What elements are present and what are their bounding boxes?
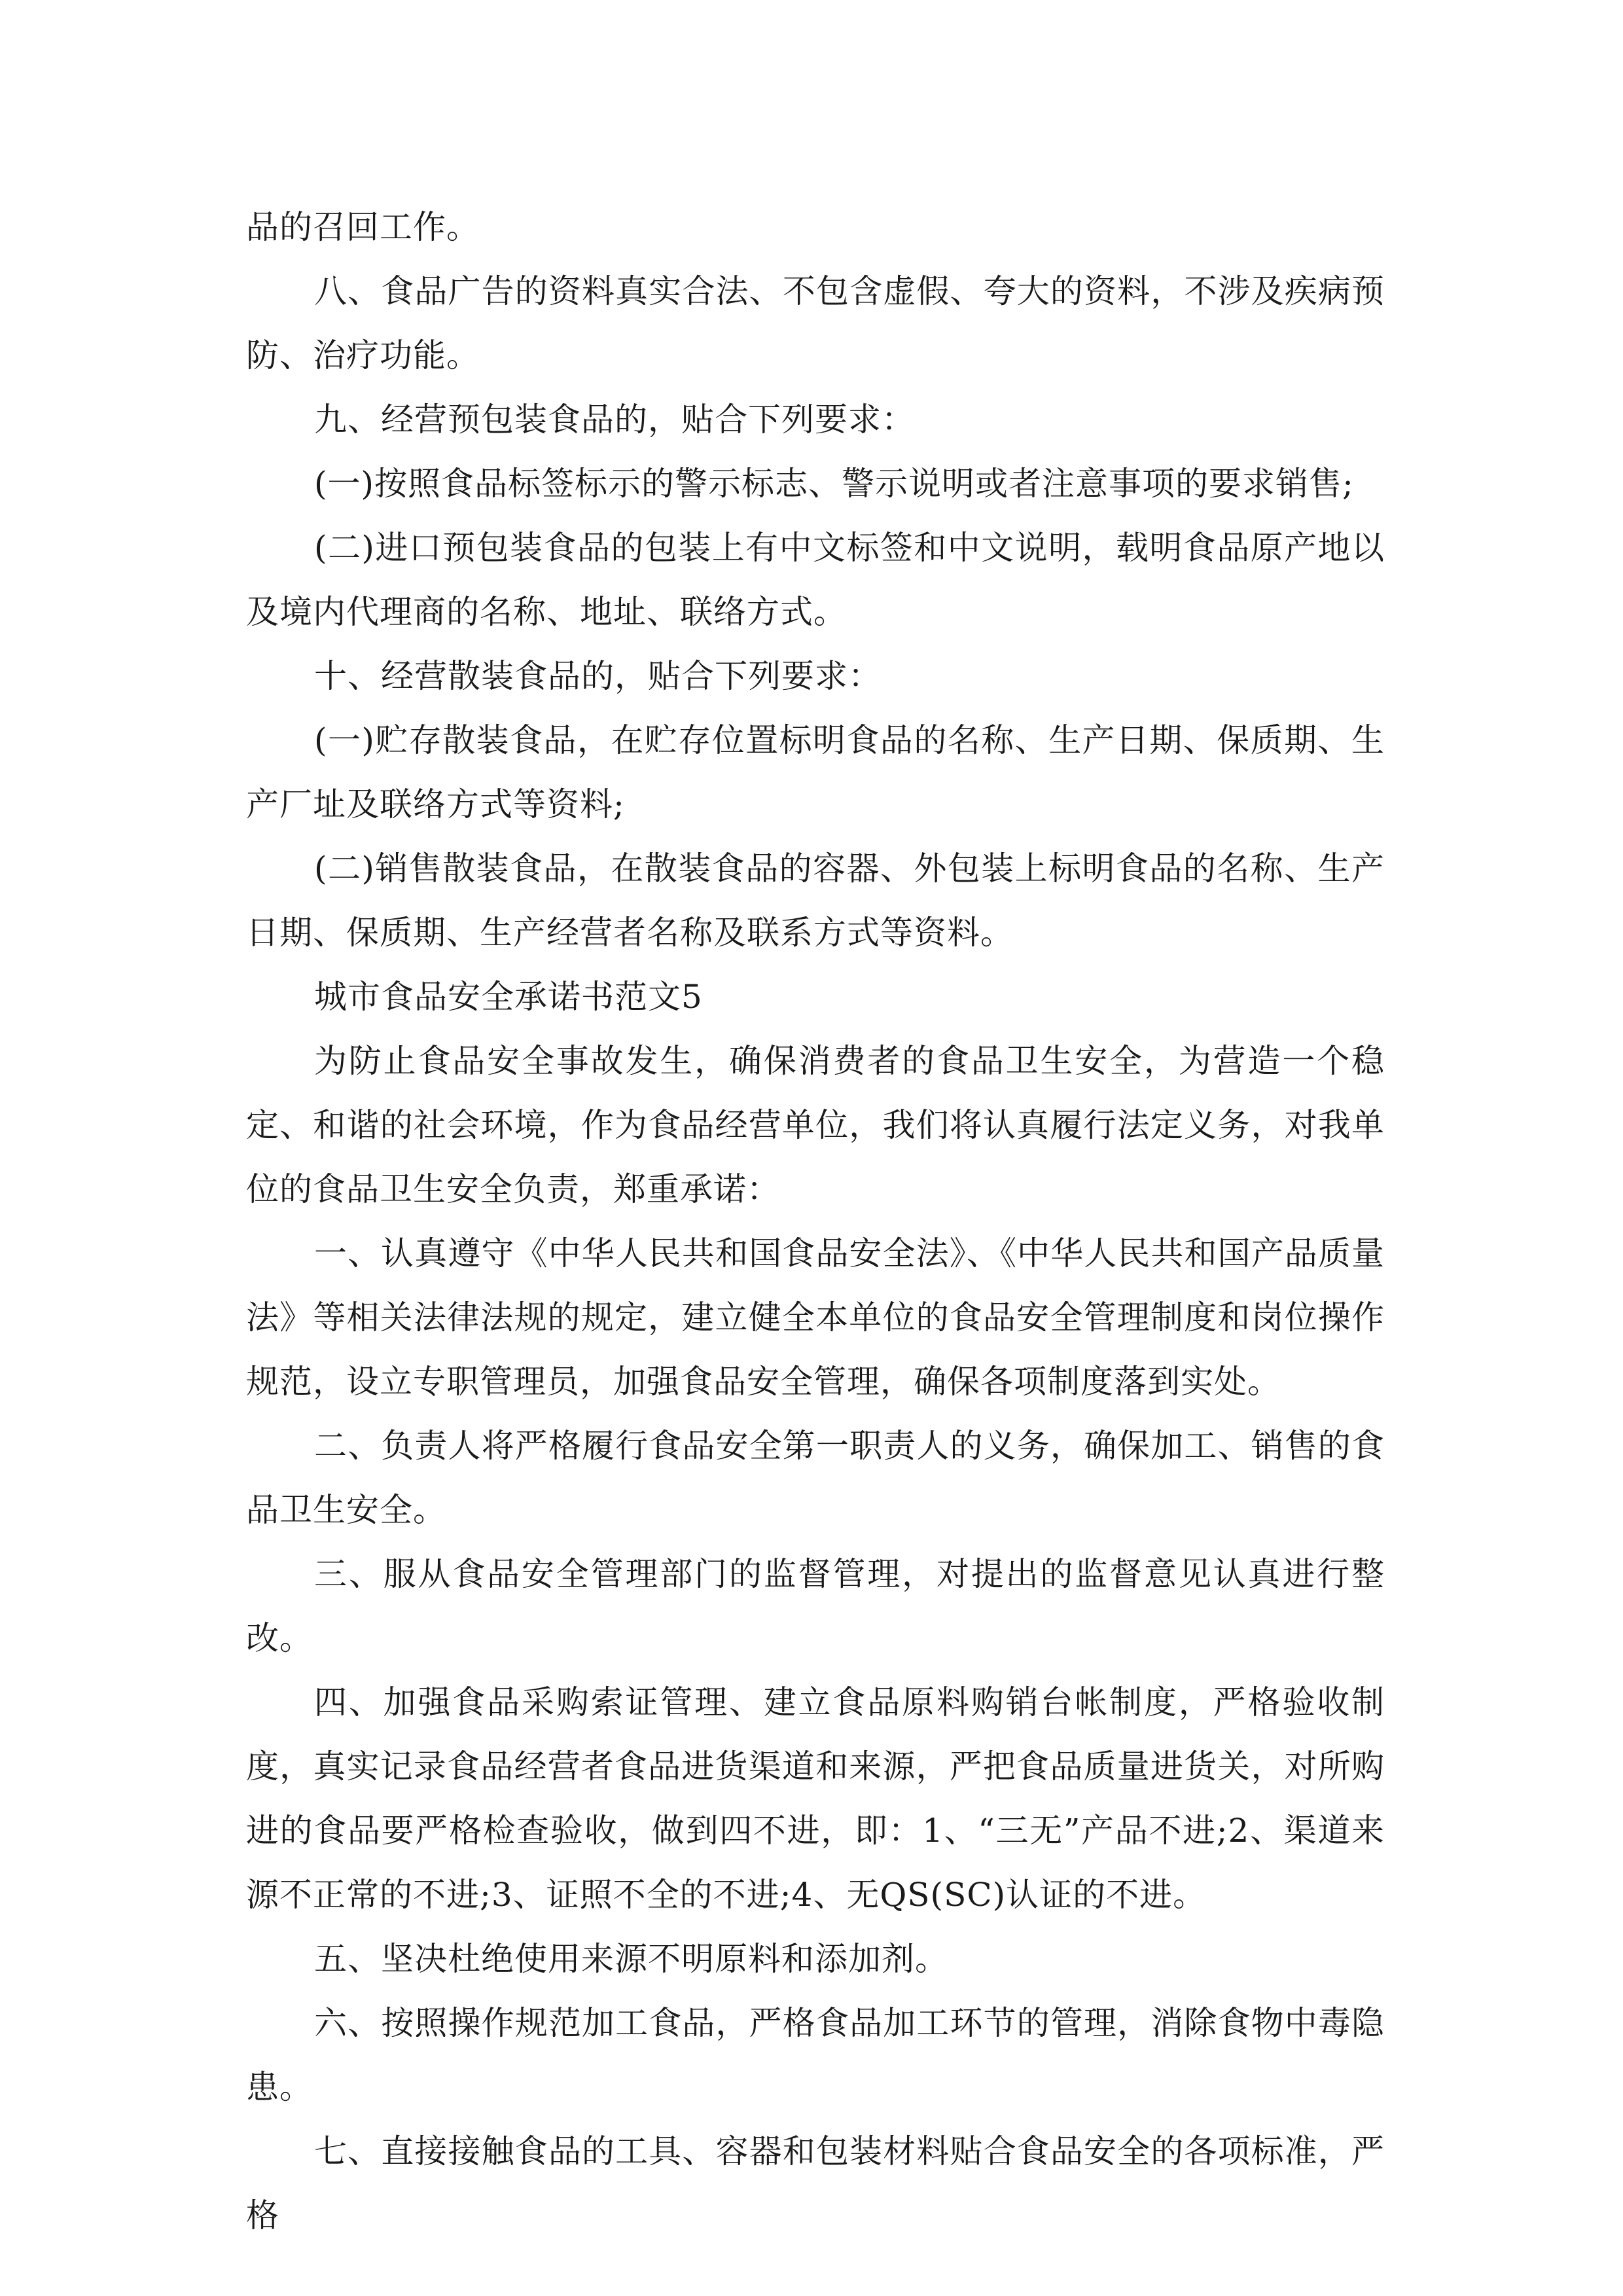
paragraph-pledge-4: 四、加强食品采购索证管理、建立食品原料购销台帐制度，严格验收制度，真实记录食品经营者食品进货渠道和来源，严把食品质量进货关，对所购进的食品要严格检查验收，做到四不进，即：1、“三无”产品不进;2、渠道来源不正常的不进;3、证照不全的不进;4、无QS(SC)认证的不进。	[246, 1683, 1385, 1914]
paragraph-pledge-7: 七、直接接触食品的工具、容器和包装材料贴合食品安全的各项标准，严格	[246, 2132, 1385, 2234]
paragraph-pledge-1: 一、认真遵守《中华人民共和国食品安全法》、《中华人民共和国产品质量法》等相关法律法规的规定，建立健全本单位的食品安全管理制度和岗位操作规范，设立专职管理员，加强食品安全管理，确保各项制度落到实处。	[246, 1234, 1385, 1401]
paragraph-item-9-2: (二)进口预包装食品的包装上有中文标签和中文说明，载明食品原产地以及境内代理商的名称、地址、联络方式。	[246, 529, 1385, 631]
paragraph-item-10-1: (一)贮存散装食品，在贮存位置标明食品的名称、生产日期、保质期、生产厂址及联络方式等资料;	[246, 721, 1385, 823]
paragraph-item-10: 十、经营散装食品的，贴合下列要求：	[314, 657, 882, 695]
section-heading: 城市食品安全承诺书范文5	[314, 978, 703, 1016]
paragraph-item-9-1: (一)按照食品标签标示的警示标志、警示说明或者注意事项的要求销售;	[314, 465, 1354, 503]
paragraph-intro: 为防止食品安全事故发生，确保消费者的食品卫生安全，为营造一个稳定、和谐的社会环境，作为食品经营单位，我们将认真履行法定义务，对我单位的食品卫生安全负责，郑重承诺：	[246, 1042, 1385, 1208]
paragraph-pledge-2: 二、负责人将严格履行食品安全第一职责人的义务，确保加工、销售的食品卫生安全。	[246, 1427, 1385, 1529]
paragraph-item-10-2: (二)销售散装食品，在散装食品的容器、外包装上标明食品的名称、生产日期、保质期、生产经营者名称及联系方式等资料。	[246, 850, 1385, 952]
paragraph-item-8: 八、食品广告的资料真实合法、不包含虚假、夸大的资料，不涉及疾病预防、治疗功能。	[246, 272, 1385, 374]
document-body	[246, 195, 1385, 2248]
paragraph-continuation: 品的召回工作。	[246, 208, 480, 246]
paragraph-pledge-6: 六、按照操作规范加工食品，严格食品加工环节的管理，消除食物中毒隐患。	[246, 2004, 1385, 2106]
paragraph-pledge-5: 五、坚决杜绝使用来源不明原料和添加剂。	[314, 1940, 948, 1978]
paragraph-pledge-3: 三、服从食品安全管理部门的监督管理，对提出的监督意见认真进行整改。	[246, 1555, 1385, 1657]
paragraph-item-9: 九、经营预包装食品的，贴合下列要求：	[314, 401, 915, 439]
